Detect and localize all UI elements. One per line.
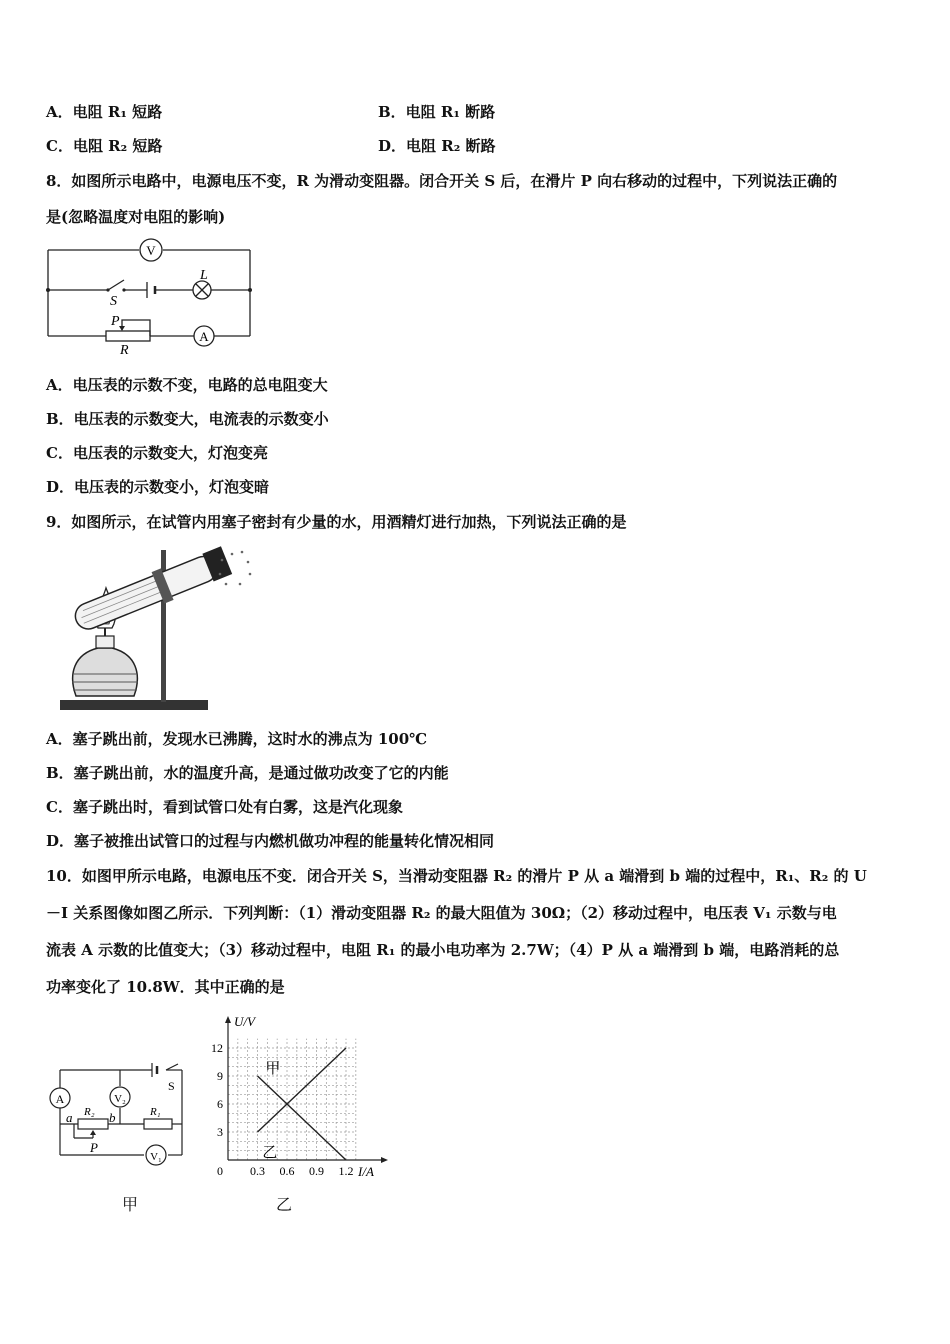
q10-ui-graph	[196, 1012, 396, 1184]
q9-stem: 9．如图所示，在试管内用塞子密封有少量的水，用酒精灯进行加热，下列说法正确的是	[46, 513, 627, 531]
slider-p-label: P	[90, 1140, 98, 1155]
series-label-yi: 乙	[262, 1145, 278, 1162]
q10-stem-line3: 流表 A 示数的比值变大；（3）移动过程中，电阻 R₁ 的最小电功率为 2.7W；（4）P 从 a 端滑到 b 端，电路消耗的总	[46, 941, 840, 959]
q9-option-b: B．塞子跳出前，水的温度升高，是通过做功改变了它的内能	[46, 764, 449, 782]
q10-circuit-jia	[44, 1060, 194, 1170]
r2-label: R₂	[84, 1106, 95, 1118]
q7-option-d: D．电阻 R₂ 断路	[378, 137, 496, 155]
voltmeter-label: V	[146, 243, 156, 258]
q7-option-c: C．电阻 R₂ 短路	[46, 137, 163, 155]
q8-stem-line2: 是(忽略温度对电阻的影响)	[46, 208, 226, 226]
v1-label: V₁	[150, 1151, 162, 1163]
x-tick-label: 0.6	[279, 1164, 295, 1178]
switch-label: S	[110, 294, 117, 309]
q9-option-d: D．塞子被推出试管口的过程与内燃机做功冲程的能量转化情况相同	[46, 832, 495, 850]
q10-stem-line1: 10．如图甲所示电路，电源电压不变．闭合开关 S，当滑动变阻器 R₂ 的滑片 P 从 a 端滑到 b 端的过程中，R₁、R₂ 的 U	[46, 867, 867, 885]
lamp-label: L	[200, 268, 208, 283]
x-axis-label: I/A	[358, 1164, 374, 1179]
q8-circuit-diagram	[40, 236, 260, 358]
x-axis-arrow	[381, 1157, 388, 1163]
switch-label: S	[168, 1079, 175, 1093]
ammeter-label: A	[55, 1092, 65, 1106]
q8-option-b: B．电压表的示数变大，电流表的示数变小	[46, 410, 329, 428]
q9-test-tube-apparatus	[56, 544, 256, 714]
y-axis-label: U/V	[234, 1014, 255, 1029]
x-tick-label: 0	[217, 1164, 223, 1178]
q7-option-b: B．电阻 R₁ 断路	[378, 103, 496, 121]
y-axis-arrow	[225, 1016, 231, 1023]
slider-label: P	[111, 314, 120, 329]
r1-label: R₁	[150, 1106, 161, 1118]
caption-jia: 甲	[122, 1195, 139, 1214]
end-b-label: b	[109, 1110, 116, 1125]
v2-label: V₂	[114, 1093, 126, 1105]
y-tick-label: 3	[217, 1125, 223, 1139]
y-tick-label: 12	[211, 1041, 223, 1055]
q10-stem-line2: －I 关系图像如图乙所示．下列判断：（1）滑动变阻器 R₂ 的最大阻值为 30Ω；（2）移动过程中，电压表 V₁ 示数与电	[46, 904, 837, 922]
q8-option-d: D．电压表的示数变小，灯泡变暗	[46, 478, 270, 496]
q7-option-a: A．电阻 R₁ 短路	[46, 103, 163, 121]
q8-option-c: C．电压表的示数变大，灯泡变亮	[46, 444, 268, 462]
q9-option-c: C．塞子跳出时，看到试管口处有白雾，这是汽化现象	[46, 798, 403, 816]
series-label-jia: 甲	[265, 1061, 281, 1078]
q10-stem-line4: 功率变化了 10.8W．其中正确的是	[46, 978, 285, 996]
q9-option-a: A．塞子跳出前，发现水已沸腾，这时水的沸点为 100℃	[46, 730, 428, 748]
end-a-label: a	[66, 1110, 73, 1125]
x-tick-label: 0.3	[250, 1164, 265, 1178]
q8-option-a: A．电压表的示数不变，电路的总电阻变大	[46, 376, 328, 394]
y-tick-label: 6	[217, 1097, 223, 1111]
rheostat-label: R	[120, 343, 129, 358]
x-tick-label: 1.2	[338, 1164, 354, 1178]
ammeter-label: A	[199, 329, 209, 344]
y-tick-label: 9	[217, 1069, 223, 1083]
caption-yi: 乙	[276, 1195, 293, 1214]
x-tick-label: 0.9	[309, 1164, 324, 1178]
q8-stem-line1: 8．如图所示电路中，电源电压不变，R 为滑动变阻器。闭合开关 S 后，在滑片 P 向右移动的过程中，下列说法正确的	[46, 172, 838, 190]
